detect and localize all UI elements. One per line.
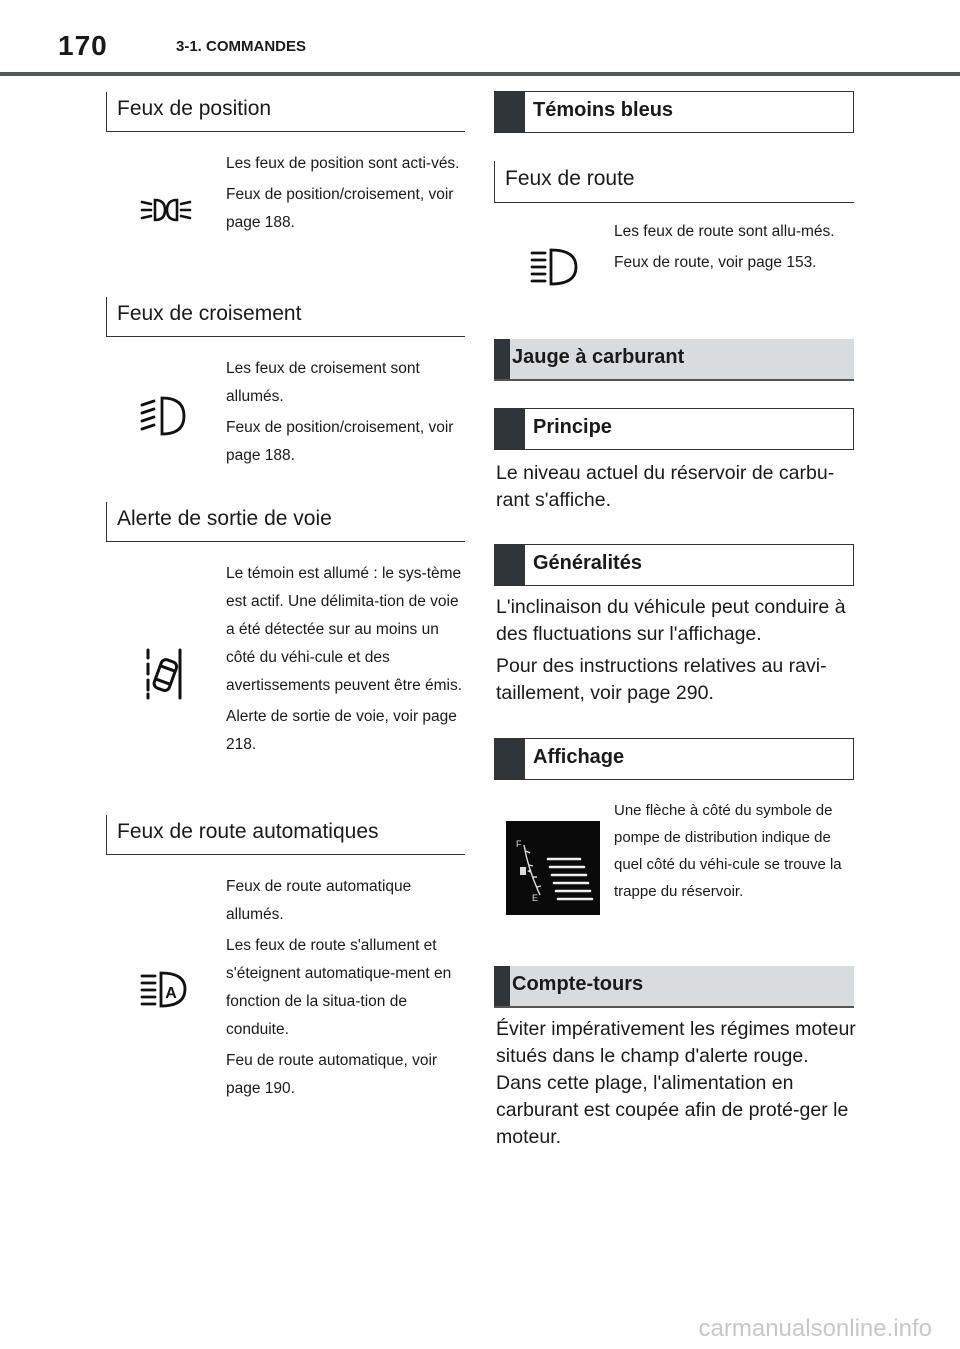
heading-fuel-gauge [494, 339, 854, 381]
paragraph: Feux de position/croisement, voir page 188. [226, 186, 454, 231]
fuel-level-bars [548, 859, 592, 899]
position-lights-icon [140, 196, 192, 228]
heading-text: Généralités [533, 552, 642, 574]
auto-high-beam-icon [140, 970, 190, 1010]
heading-text: Témoins bleus [533, 99, 674, 121]
heading-bar [494, 339, 510, 379]
principle-text [496, 460, 856, 519]
heading-blue-indicators [494, 91, 854, 133]
paragraph: Feux de route automatique allumés. [226, 878, 412, 923]
heading-text: Affichage [533, 746, 625, 768]
heading-auto-high-beam: Feux de route automatiques [106, 815, 465, 855]
heading-position-lights: Feux de position [106, 92, 465, 132]
paragraph: Feux de position/croisement, voir page 188. [226, 419, 454, 464]
paragraph: Le témoin est allumé : le sys-tème est actif. Une délimita-tion de voie a été détectée sur au moins un côté du véhi-cule et des avertissements peuvent être émis. [226, 565, 463, 694]
fuel-gauge-graphic [506, 821, 600, 915]
display-text [614, 797, 859, 908]
paragraph: Alerte de sortie de voie, voir page 218. [226, 708, 457, 753]
heading-bar [495, 409, 525, 449]
heading-text: Jauge à carburant [512, 346, 685, 368]
paragraph: Les feux de route s'allument et s'éteignent automatique-ment en fonction de la situa-tion de conduite. [226, 937, 452, 1038]
desc-low-beam [226, 355, 471, 473]
lane-departure-icon [144, 648, 184, 700]
high-beam-icon [530, 248, 580, 286]
paragraph: Une flèche à côté du symbole de pompe de distribution indique de quel côté du véhi-cule se trouve la trappe du réservoir. [614, 802, 842, 900]
tachometer-text [496, 1016, 856, 1156]
heading-principle [494, 408, 854, 450]
gauge-empty-label: E [532, 893, 539, 903]
heading-tachometer [494, 966, 854, 1008]
watermark: carmanualsonline.info [698, 1315, 932, 1342]
paragraph: Le niveau actuel du réservoir de carbu-rant s'affiche. [496, 462, 835, 511]
fuel-gauge-image [506, 821, 600, 915]
general-text [496, 594, 856, 712]
heading-bar [495, 545, 525, 585]
heading-high-beam: Feux de route [494, 161, 854, 203]
gauge-full-label: F [516, 839, 522, 849]
heading-general [494, 544, 854, 586]
paragraph: Pour des instructions relatives au ravi-taillement, voir page 290. [496, 655, 827, 704]
low-beam-icon [140, 395, 190, 439]
chapter-title: 3-1. COMMANDES [176, 38, 307, 55]
paragraph: Les feux de position sont acti-vés. [226, 155, 460, 172]
heading-lane-departure: Alerte de sortie de voie [106, 502, 465, 542]
desc-high-beam [614, 218, 859, 280]
heading-bar [495, 92, 525, 132]
svg-text:A: A [165, 985, 177, 1002]
paragraph: L'inclinaison du véhicule peut conduire à des fluctuations sur l'affichage. [496, 596, 846, 645]
paragraph: Les feux de croisement sont allumés. [226, 360, 420, 405]
desc-lane-departure [226, 560, 471, 762]
page-number: 170 [58, 30, 108, 61]
desc-auto-high-beam [226, 873, 471, 1106]
heading-bar [494, 966, 510, 1006]
heading-bar [495, 739, 525, 779]
heading-low-beam: Feux de croisement [106, 297, 465, 337]
heading-display [494, 738, 854, 780]
heading-text: Principe [533, 416, 612, 438]
paragraph: Les feux de route sont allu-més. [614, 223, 835, 240]
desc-position-lights [226, 150, 471, 240]
paragraph: Feu de route automatique, voir page 190. [226, 1052, 438, 1097]
paragraph: Feux de route, voir page 153. [614, 254, 817, 271]
header-rule [0, 72, 960, 76]
paragraph: Éviter impérativement les régimes moteur situés dans le champ d'alerte rouge. Dans cette plage, l'alimentation en carburant est coupée afin de proté-ger le moteur. [496, 1018, 856, 1148]
heading-text: Compte-tours [512, 973, 644, 995]
